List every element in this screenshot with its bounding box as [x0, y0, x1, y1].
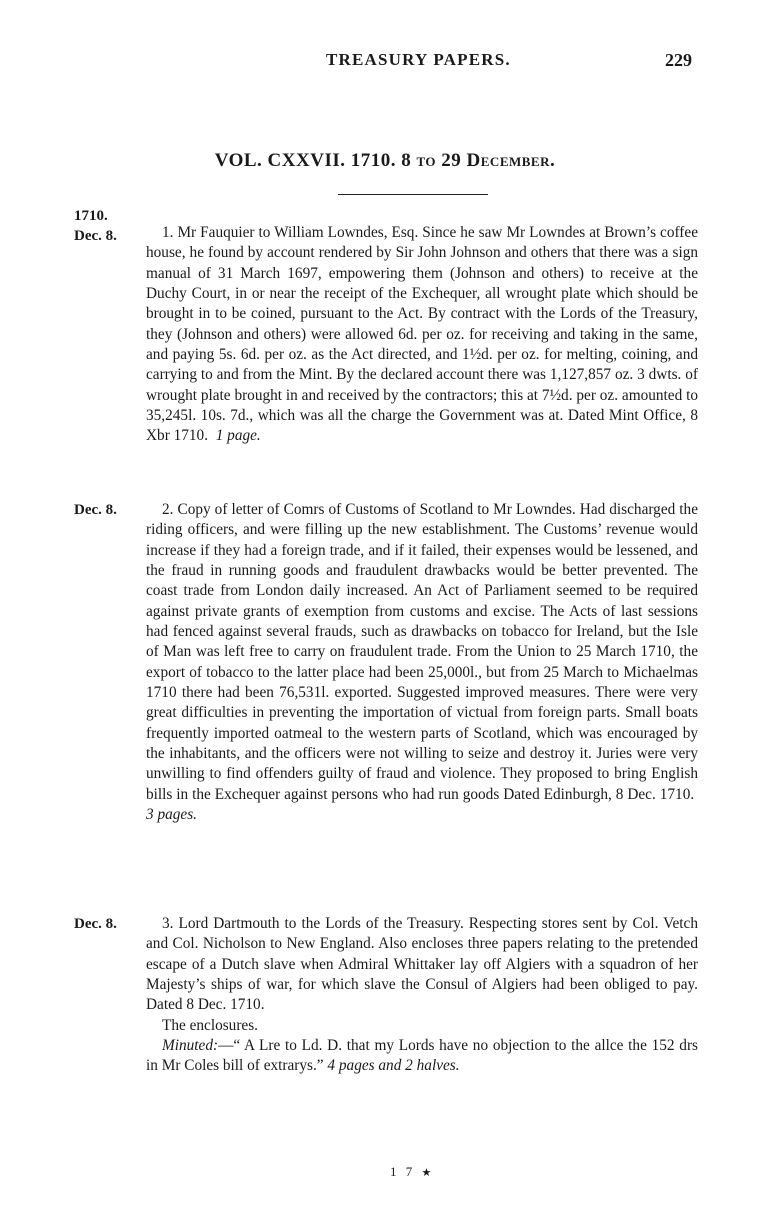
minuted-text: —“ A Lre to Ld. D. that my Lords have no objection to the allce the 152 drs in Mr Coles bill of extrarys.”: [146, 1037, 698, 1075]
entry-pages: 4 pages and 2 halves.: [327, 1057, 460, 1075]
entry-pages: 3 pages.: [146, 806, 197, 824]
page-number: 229: [665, 50, 692, 70]
running-head: [0, 50, 770, 80]
entry-margin: [74, 500, 146, 520]
entry-body: 3. Lord Dartmouth to the Lords of the Treasury. Respecting stores sent by Col. Vetch and Col. Nicholson to New England. Also encloses three papers relating to the pretended escape of a Dutch slave when Admiral Whittaker lay off Algiers with a squadron of her Majesty’s ships of war, for which slave the Consul of Algiers had been obliged to pay. Dated 8 Dec. 1710.: [146, 915, 698, 1014]
entry-enclosures: The enclosures.: [162, 1016, 258, 1034]
volume-heading: [0, 150, 770, 172]
heading-rule: [338, 194, 488, 195]
entry-body: 2. Copy of letter of Comrs of Customs of Scotland to Mr Lowndes. Had discharged the riding officers, and were filling up the new establishment. The Customs’ revenue would increase if they had a foreign trade, and if it failed, their expenses would be lessened, and the fraud in running goods and fraudulent drawbacks would be better prevented. The coast trade from London daily increased. An Act of Parliament seemed to be required against private grants of exemption from customs and excise. The Acts of last sessions had fenced against several frauds, such as drawbacks on tobacco for Ireland, but the Isle of Man was left free to carry on fraudulent trade. From the Union to 25 March 1710, the export of tobacco to the latter place had been 25,000l., but from 25 March to Michaelmas 1710 there had been 76,531l. exported. Suggested improved measures. There were very great difficulties in preventing the importation of victual from foreign parts. Small boats frequently imported oatmeal to the western parts of Scotland, which was encouraged by the inhabitants, and the officers were not willing to seize and destroy it. Juries were very unwilling to find offenders guilty of fraud and violence. They proposed to bring English bills in the Exchequer against persons who had run goods Dated Edinburgh, 8 Dec. 1710.: [146, 501, 698, 803]
entry-date: Dec. 8.: [74, 502, 117, 518]
entry-text: [146, 223, 698, 447]
entry-margin: [74, 206, 146, 246]
entry-text: [146, 500, 698, 826]
volume-heading-dates: 8 to 29 December.: [401, 150, 556, 171]
entry-margin: [74, 914, 146, 934]
signature-number: 1 7: [390, 1164, 416, 1179]
minuted-label: Minuted:: [162, 1037, 219, 1055]
volume-heading-main: VOL. CXXVII. 1710.: [214, 150, 402, 171]
entry-body: 1. Mr Fauquier to William Lowndes, Esq. Since he saw Mr Lowndes at Brown’s coffee house, he found by account rendered by Sir John Johnson and others that there was a sign manual of 31 March 1697, empowering them (Johnson and others) to receive at the Duchy Court, in or near the receipt of the Exchequer, all wrought plate which should be brought in to be coined, pursuant to the Act. By contract with the Lords of the Treasury, they (Johnson and others) were allowed 6d. per oz. for receiving and taking in the same, and paying 5s. 6d. per oz. as the Act directed, and 1½d. per oz. for melting, coining, and carrying to and from the Mint. By the declared account there was 1,127,857 oz. 3 dwts. of wrought plate brought in and received by the contractors; this at 7½d. per oz. amounted to 35,245l. 10s. 7d., which was all the charge the Government was at. Dated Mint Office, 8 Xbr 1710.: [146, 224, 698, 445]
running-title: TREASURY PAPERS.: [326, 50, 511, 69]
star-icon: ★: [421, 1167, 435, 1179]
signature-mark: [390, 1164, 434, 1180]
entry-date: Dec. 8.: [74, 916, 117, 932]
entry-date: Dec. 8.: [74, 228, 117, 244]
margin-year: 1710.: [74, 208, 108, 224]
entry-text: [146, 914, 698, 1077]
entry-pages: 1 page.: [215, 427, 261, 445]
